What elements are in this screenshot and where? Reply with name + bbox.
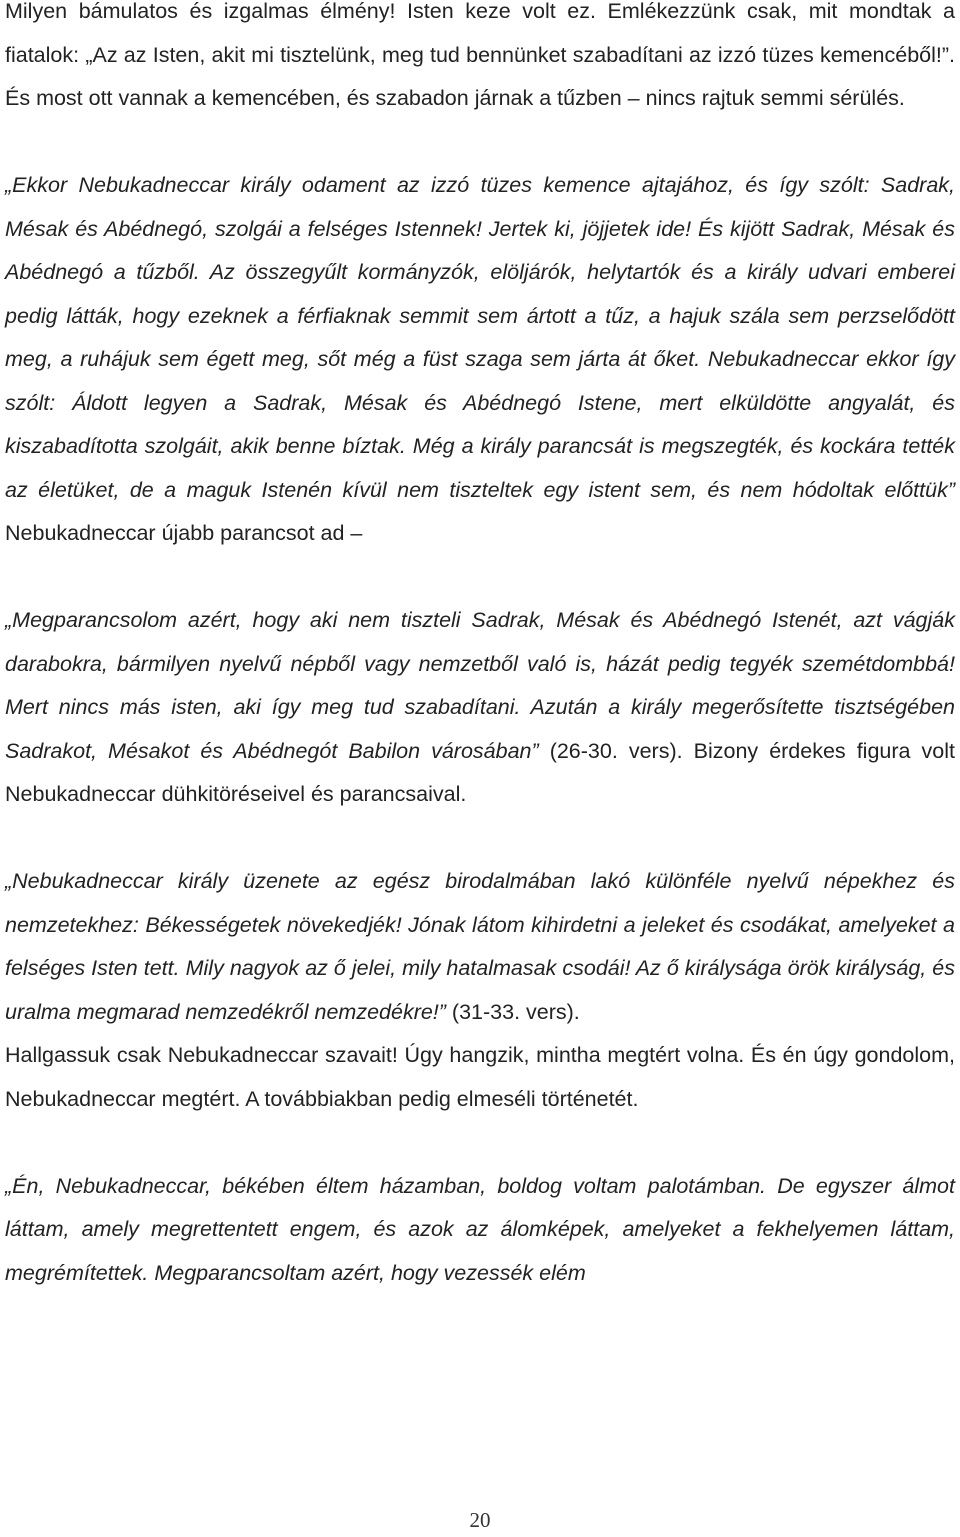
paragraph-2 — [5, 164, 955, 556]
paragraph-3-text: (26-30. vers). Bizony érdekes figura volt Nebukadneccar dühkitöréseivel és parancsaival. — [5, 738, 955, 806]
paragraph-4 — [5, 860, 955, 1034]
paragraph-4-text: (31-33. vers). — [445, 999, 580, 1024]
paragraph-5 — [5, 1034, 955, 1121]
paragraph-4-quote: „Nebukadneccar király üzenete az egész birodalmában lakó különféle nyelvű népekhez és nemzetekhez: Békességetek növekedjék! Jónak látom kihirdetni a jeleket és csodákat, amelyeket a felséges Isten tett. Mily nagyok az ő jelei, mily hatalmasak csodái! Az ő királysága örök királyság, és uralma megmarad nemzedékről nemzedékre!” — [5, 869, 955, 1024]
paragraph-1-text: Milyen bámulatos és izgalmas élmény! Isten keze volt ez. Emlékezzünk csak, mit mondtak a fiatalok: „Az az Isten, akit mi tisztelünk, meg tud bennünket szabadítani az izzó tüzes kemencéből!”. És most ott vannak a kemencében, és szabadon járnak a tűzben – nincs rajtuk semmi sérülés. — [5, 0, 955, 110]
paragraph-1 — [5, 0, 955, 121]
paragraph-gap — [5, 817, 955, 861]
paragraph-5-text: Hallgassuk csak Nebukadneccar szavait! Úgy hangzik, mintha megtért volna. És én úgy gondolom, Nebukadneccar megtért. A továbbiakban pedig elmeséli történetét. — [5, 1043, 955, 1111]
paragraph-3-quote: „Megparancsolom azért, hogy aki nem tiszteli Sadrak, Mésak és Abédnegó Istenét, azt vágják darabokra, bármilyen nyelvű népből vagy nemzetből való is, házát pedig tegyék szemétdombbá! Mert nincs más isten, aki így meg tud szabadítani. Azután a király megerősítette tisztségében Sadrakot, Mésakot és Abédnegót Babilon városában” — [5, 608, 955, 763]
page-number: 20 — [469, 1508, 491, 1532]
paragraph-gap — [5, 556, 955, 600]
paragraph-6-quote: „Én, Nebukadneccar, békében éltem házamban, boldog voltam palotámban. De egyszer álmot láttam, amely megrettentett engem, és azok az álomképek, amelyeket a fekhelyemen láttam, megrémítettek. Megparancsoltam azért, hogy vezessék elém — [5, 1173, 955, 1285]
paragraph-gap — [5, 1121, 955, 1165]
paragraph-6 — [5, 1165, 955, 1296]
document-page — [5, 0, 955, 1295]
paragraph-gap — [5, 121, 955, 165]
paragraph-2-text: Nebukadneccar újabb parancsot ad – — [5, 521, 363, 545]
paragraph-2-quote: „Ekkor Nebukadneccar király odament az izzó tüzes kemence ajtajához, és így szólt: Sadrak, Mésak és Abédnegó, szolgái a felséges Istennek! Jertek ki, jöjjetek ide! És kijött Sadrak, Mésak és Abédnegó a tűzből. Az összegyűlt kormányzók, elöljárók, helytartók és a király udvari emberei pedig látták, hogy ezeknek a férfiaknak semmit sem ártott a tűz, a hajuk szála sem perzselődött meg, a ruhájuk sem égett meg, sőt még a füst szaga sem járta át őket. Nebukadneccar ekkor így szólt: Áldott legyen a Sadrak, Mésak és Abédnegó Istene, mert elküldötte angyalát, és kiszabadította szolgáit, akik benne bíztak. Még a király parancsát is megszegték, és kockára tették az életüket, de a maguk Istenén kívül nem tiszteltek egy istent sem, és nem hódoltak előttük” — [5, 173, 955, 502]
paragraph-3 — [5, 599, 955, 817]
